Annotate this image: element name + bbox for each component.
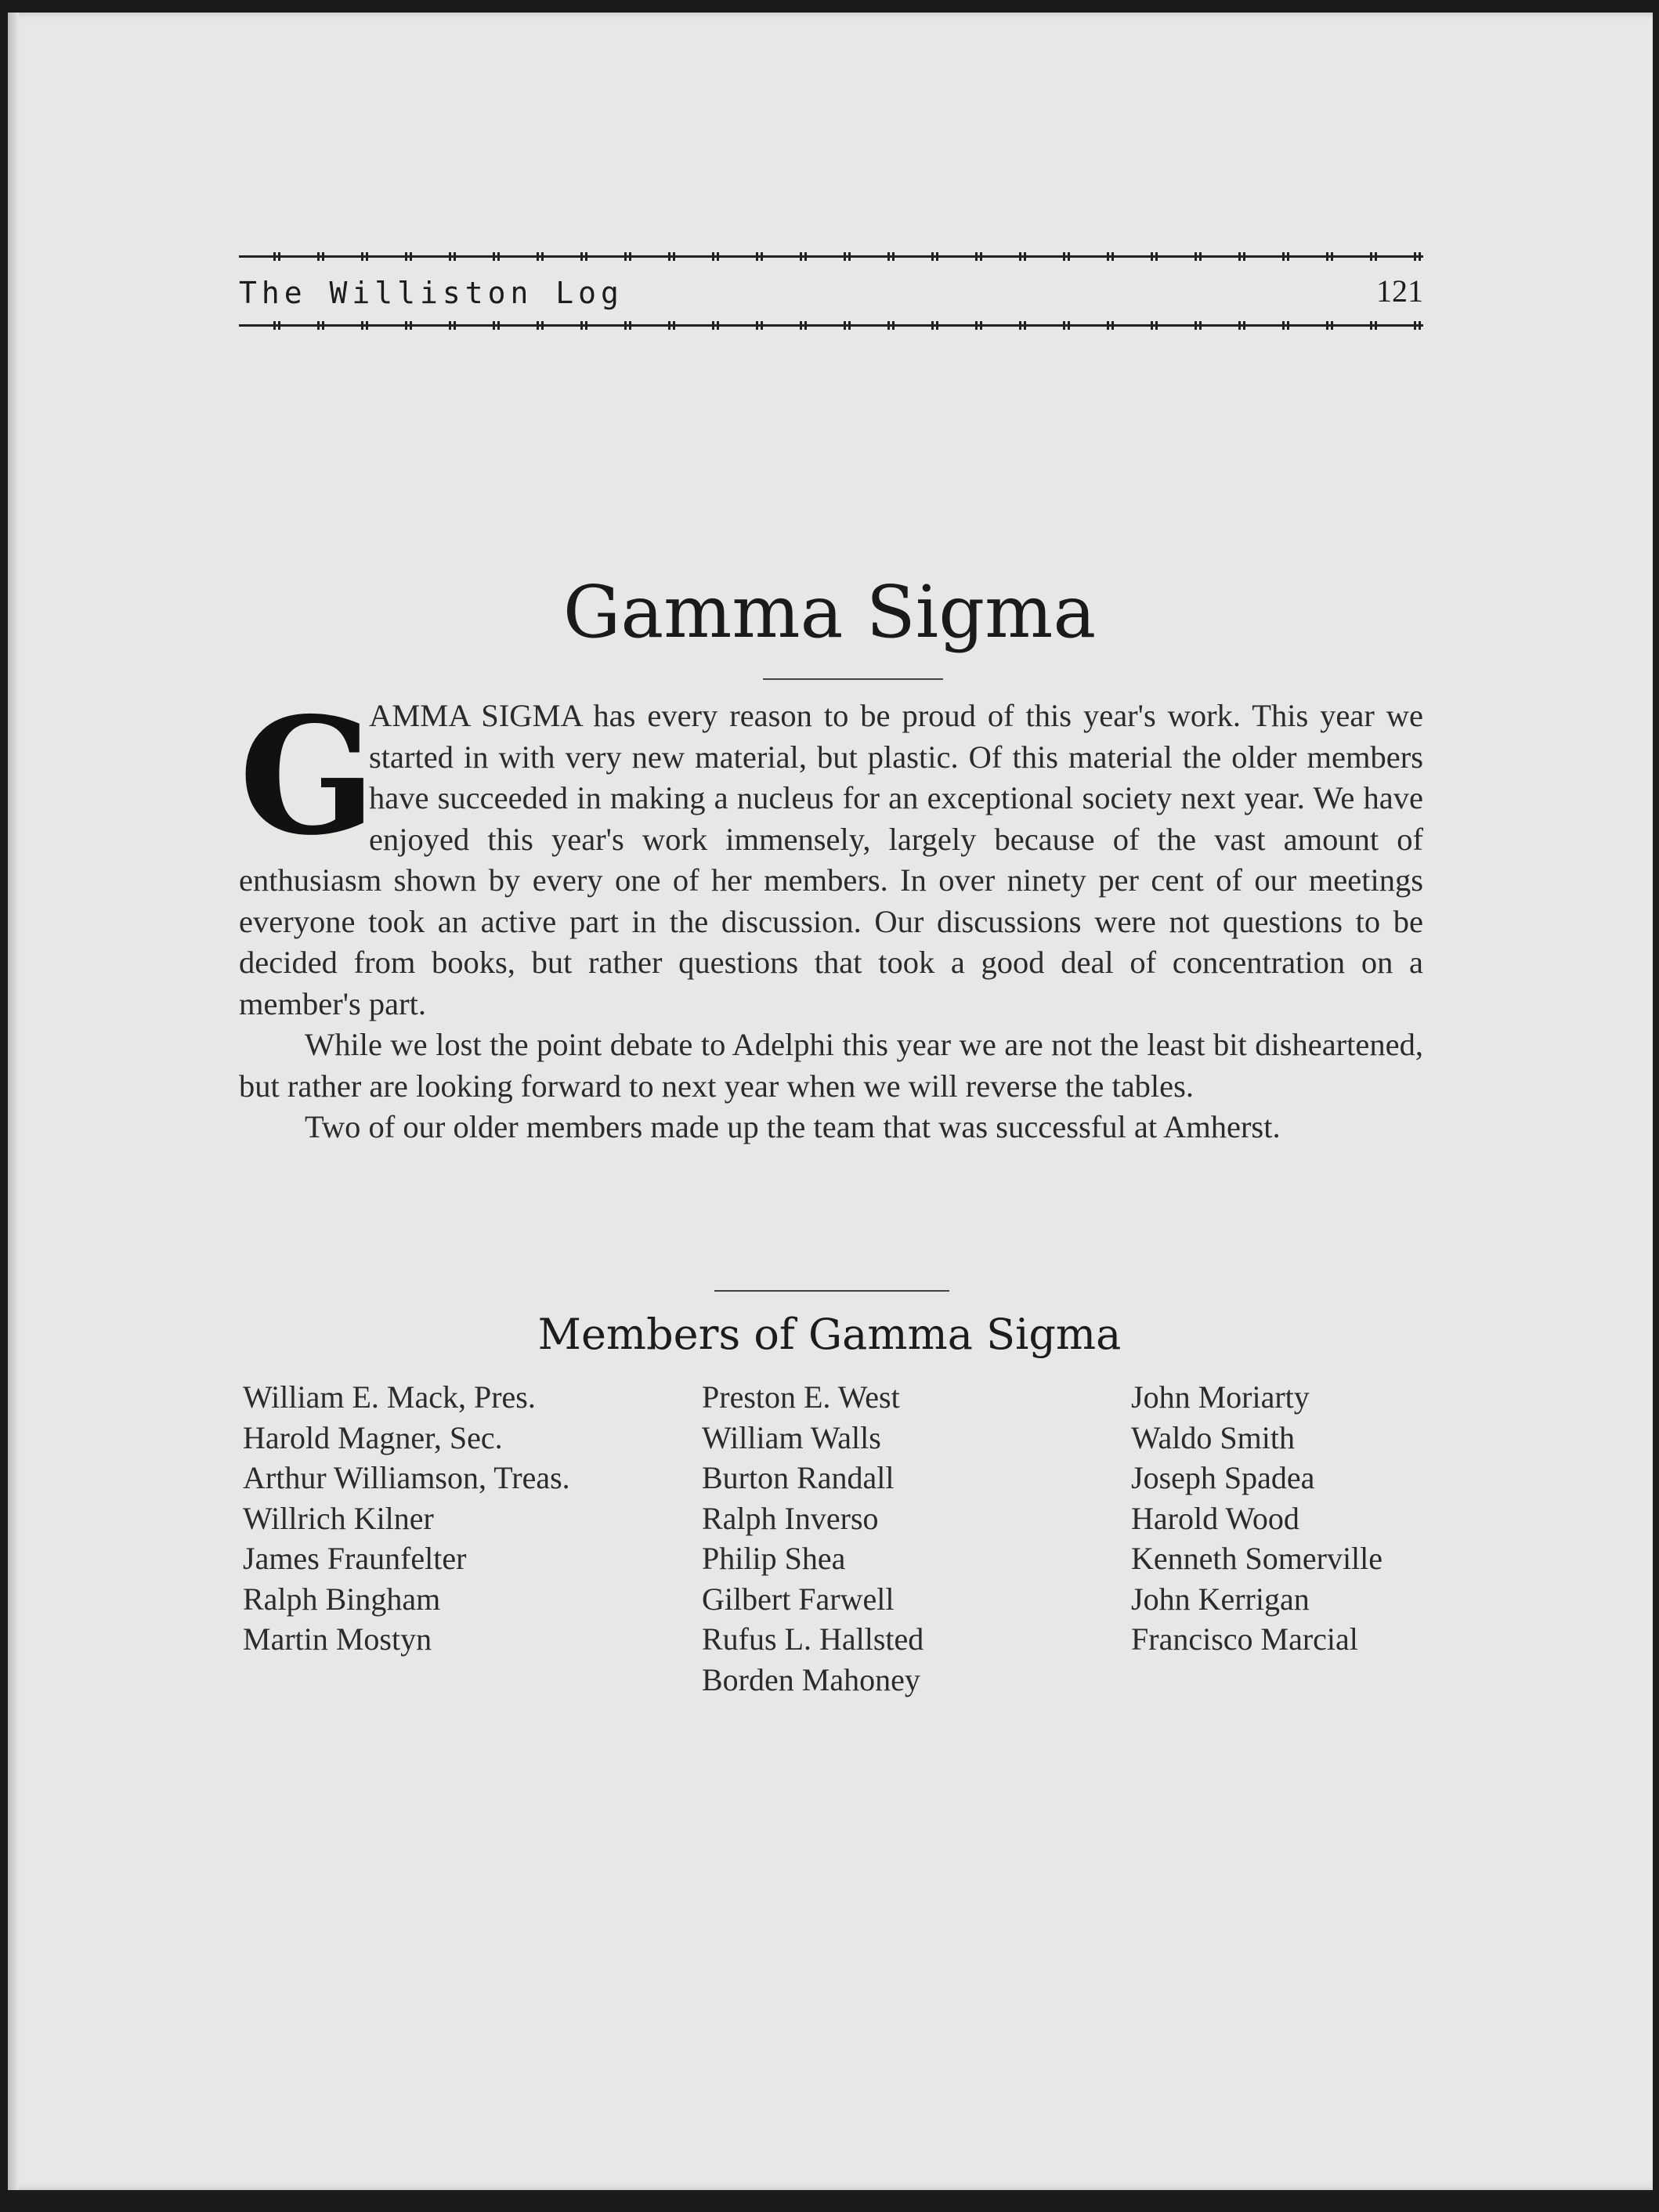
member-name: Willrich Kilner	[243, 1500, 434, 1536]
title-divider	[763, 678, 943, 680]
members-divider	[714, 1290, 949, 1292]
member-name: Francisco Marcial	[1131, 1621, 1358, 1657]
paragraph: AMMA SIGMA has every reason to be proud of this year's work. This year we started in with very new material, but plastic. Of this material the older members have succeeded in making a nucleus for an exceptional society next year. We have enjoyed this year's work immensely, largely because of the vast amount of enthusiasm shown by every one of her members. In over ninety per cent of our meetings everyone took an active part in the discussion. Our discussions were not questions to be decided from books, but rather questions that took a good deal of concentration on a member's part.	[239, 698, 1423, 1021]
member-name: Gilbert Farwell	[702, 1581, 895, 1617]
member-name: Joseph Spadea	[1131, 1460, 1315, 1495]
article-title: Gamma Sigma	[562, 570, 1097, 654]
drop-cap-initial: G	[239, 683, 377, 871]
header-rule-top	[239, 255, 1423, 258]
running-header	[239, 252, 1423, 338]
article-body	[239, 683, 1423, 1148]
member-name: Waldo Smith	[1131, 1419, 1296, 1455]
member-name: Martin Mostyn	[243, 1621, 432, 1657]
member-name: Preston E. West	[702, 1379, 900, 1415]
member-name: Kenneth Somerville	[1131, 1541, 1383, 1576]
members-heading: Members of Gamma Sigma	[537, 1310, 1122, 1359]
member-name: Ralph Bingham	[243, 1581, 441, 1617]
members-column-3	[1131, 1377, 1382, 1660]
header-rule-bottom	[239, 324, 1423, 327]
page-binding-edge	[8, 13, 19, 2190]
journal-title: The Williston Log	[239, 276, 623, 310]
member-name: John Kerrigan	[1131, 1581, 1310, 1617]
page-number: 121	[1376, 273, 1423, 309]
member-name: Rufus L. Hallsted	[702, 1621, 924, 1657]
member-name: William E. Mack, Pres.	[243, 1379, 536, 1415]
member-name: Harold Wood	[1131, 1500, 1299, 1536]
member-name: Philip Shea	[702, 1541, 846, 1576]
member-name: Borden Mahoney	[702, 1661, 920, 1697]
paragraph: Two of our older members made up the team that was successful at Amherst.	[305, 1109, 1281, 1144]
member-name: James Fraunfelter	[243, 1541, 467, 1576]
member-name: Burton Randall	[702, 1460, 895, 1495]
member-name: William Walls	[702, 1419, 881, 1455]
member-name: Harold Magner, Sec.	[243, 1419, 503, 1455]
member-name: Ralph Inverso	[702, 1500, 879, 1536]
members-column-1	[243, 1377, 570, 1660]
member-name: John Moriarty	[1131, 1379, 1310, 1415]
paragraph: While we lost the point debate to Adelphi this year we are not the least bit disheartened, but rather are looking forward to next year when we will reverse the tables.	[239, 1027, 1423, 1104]
member-name: Arthur Williamson, Treas.	[243, 1460, 570, 1495]
members-column-2	[702, 1377, 923, 1700]
